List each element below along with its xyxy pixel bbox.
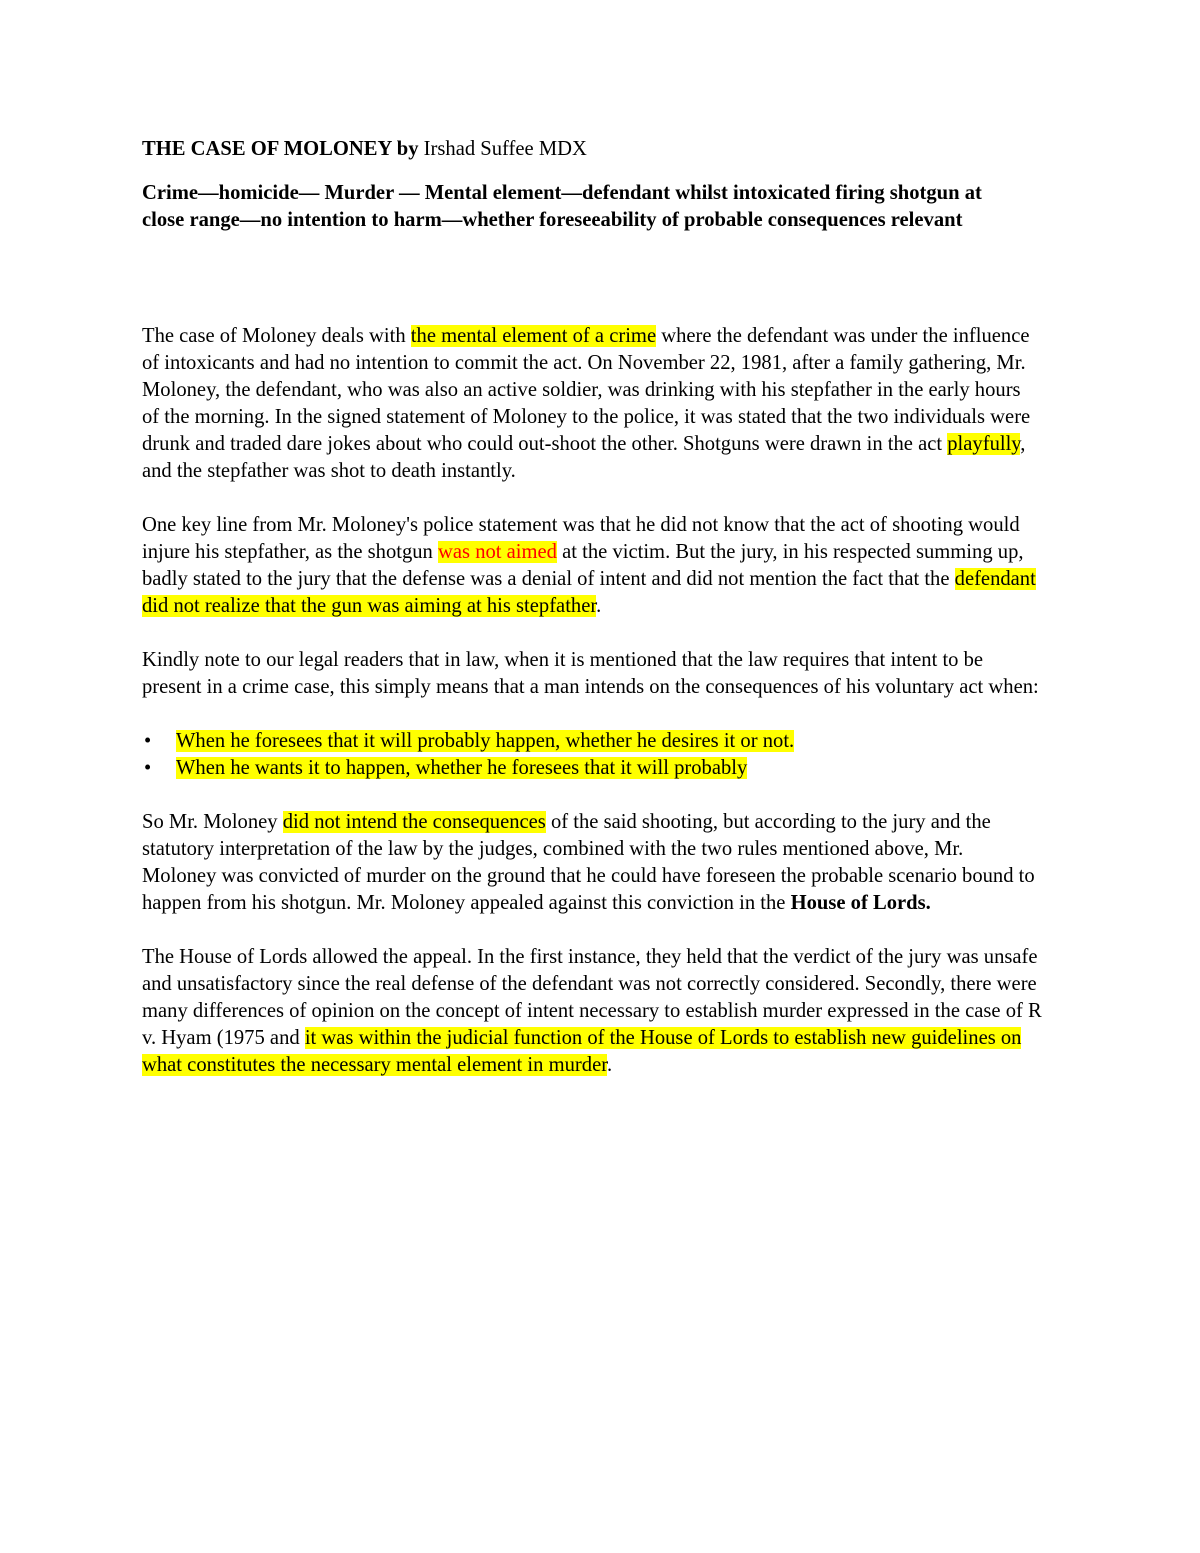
document-title: THE CASE OF MOLONEY by Irshad Suffee MDX bbox=[142, 138, 587, 160]
highlight-defendant-realize: defendant did not realize that the gun was aiming at his stepfather bbox=[142, 568, 1036, 617]
bullet-icon: • bbox=[144, 730, 152, 752]
highlight-playfully: playfully bbox=[947, 433, 1021, 455]
house-of-lords-bold: House of Lords. bbox=[790, 892, 931, 914]
highlight-did-not-intend: did not intend the consequences bbox=[282, 811, 546, 833]
paragraph-1: The case of Moloney deals with the mental element of a crime where the defendant was under the influence of intoxicants and had no intention to commit the act. On November 22, 1981, after a family gathering, Mr. Moloney, the defendant, who was also an active soldier, was drinking with his stepfather in the early hours of the morning. In the signed statement of Moloney to the police, it was stated that the two individuals were drunk and traded dare jokes about who could out-shoot the other. Shotguns were drawn in the act playfully, and the stepfather was shot to death instantly. bbox=[142, 325, 1031, 482]
highlight-judicial-function: it was within the judicial function of the House of Lords to establish new guidelines on what constitutes the necessary mental element in murder bbox=[142, 1027, 1022, 1076]
case-subtitle: Crime—homicide— Murder — Mental element—defendant whilst intoxicated firing shotgun at close range—no intention to harm—whether foreseeability of probable consequences relevant bbox=[142, 182, 982, 231]
list-item: • When he wants it to happen, whether he foresees that it will probably bbox=[176, 755, 1042, 782]
paragraph-5: The House of Lords allowed the appeal. In the first instance, they held that the verdict of the jury was unsafe and unsatisfactory since the real defense of the defendant was not correctly considered. Secondly, there were many differences of opinion on the concept of intent necessary to establish murder expressed in the case of R v. Hyam (1975 and it was within the judicial function of the House of Lords to establish new guidelines on what constitutes the necessary mental element in murder. bbox=[142, 946, 1042, 1076]
bullet-icon: • bbox=[144, 757, 152, 779]
highlight-mental-element: the mental element of a crime bbox=[410, 325, 657, 347]
list-item: • When he foresees that it will probably happen, whether he desires it or not. bbox=[176, 728, 1042, 755]
paragraph-4: So Mr. Moloney did not intend the consequences of the said shooting, but according to the jury and the statutory interpretation of the law by the judges, combined with the two rules mentioned above, Mr. Moloney was convicted of murder on the ground that he could have foreseen the probable scenario bound to happen from his shotgun. Mr. Moloney appealed against this conviction in the House of Lords. bbox=[142, 811, 1035, 914]
highlight-not-aimed: was not aimed bbox=[438, 541, 557, 563]
intent-bullet-list bbox=[142, 728, 1042, 782]
paragraph-3: Kindly note to our legal readers that in law, when it is mentioned that the law requires that intent to be present in a crime case, this simply means that a man intends on the consequences of his voluntary act when: bbox=[142, 649, 1039, 698]
paragraph-2: One key line from Mr. Moloney's police statement was that he did not know that the act of shooting would injure his stepfather, as the shotgun was not aimed at the victim. But the jury, in his respected summing up, badly stated to the jury that the defense was a denial of intent and did not mention the fact that the defendant did not realize that the gun was aiming at his stepfather. bbox=[142, 514, 1036, 617]
document-page bbox=[142, 136, 1042, 1106]
